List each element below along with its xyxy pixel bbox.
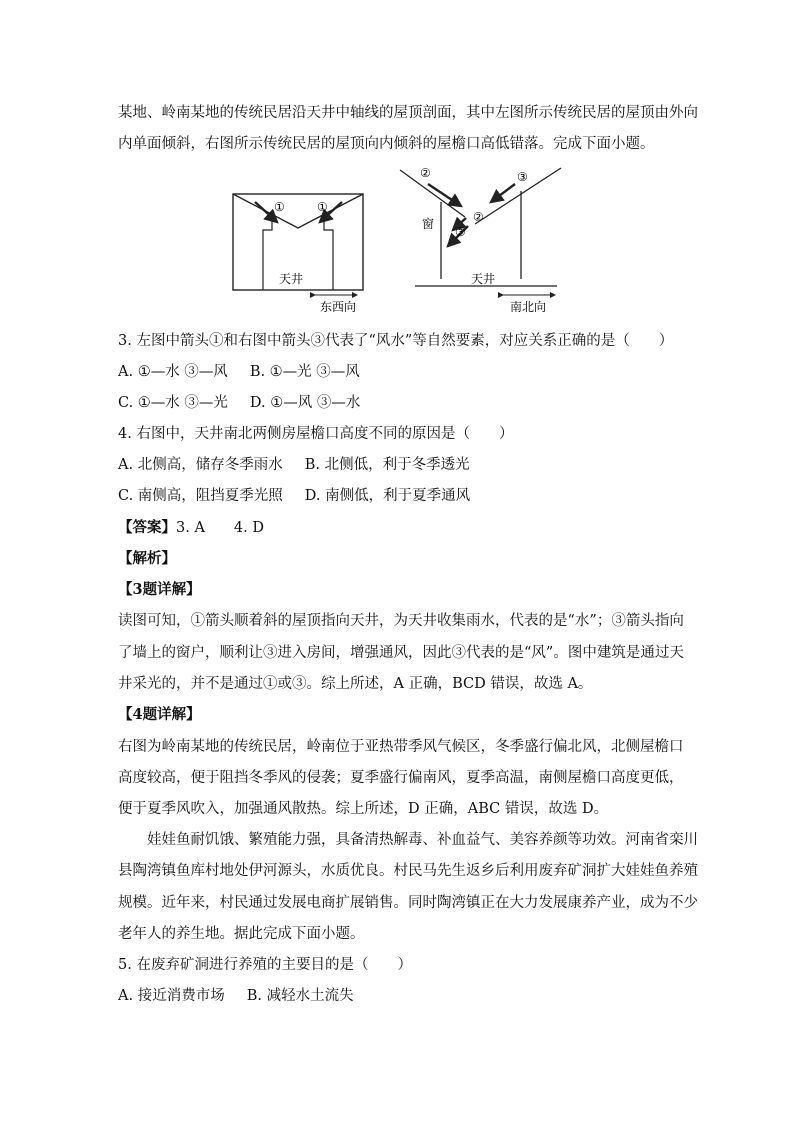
passage2-line-1: 娃娃鱼耐饥饿、繁殖能力强，具备清热解毒、补血益气、美容养颜等功效。河南省栾川 xyxy=(147,832,698,848)
q4-option-c: C. 南侧高，阻挡夏季光照 xyxy=(118,488,283,504)
detail4-line-3: 便于夏季风吹入，加强通风散热。综上所述，D 正确，ABC 错误，故选 D。 xyxy=(118,801,609,817)
q3-options-row-2 xyxy=(118,393,360,413)
intro-line-1: 某地、岭南某地的传统民居沿天井中轴线的屋顶剖面，其中左图所示传统民居的屋顶由外向 xyxy=(118,105,698,121)
arrow-3b-label: ③ xyxy=(455,225,466,239)
q3-option-a: A. ①—水 ③—风 xyxy=(118,364,228,380)
q4-option-b: B. 北侧低，利于冬季透光 xyxy=(304,457,470,473)
passage2-line-3: 规模。近年来，村民通过发展电商扩展销售。同时陶湾镇正在大力发展康养产业，成为不少 xyxy=(118,895,698,911)
q4-options-row-1 xyxy=(118,455,470,475)
arrow-2a-label: ② xyxy=(420,166,431,180)
window-label: 窗 xyxy=(422,217,435,231)
left-arrow-1-label: ① xyxy=(274,200,285,214)
q3-stem: 3. 左图中箭头①和右图中箭头③代表了“风水”等自然要素，对应关系正确的是（ ） xyxy=(118,333,674,349)
right-arrow-1-label: ① xyxy=(317,200,328,214)
q4-options-row-2 xyxy=(118,486,470,506)
arrow-3a-label: ③ xyxy=(517,170,528,184)
q3-option-c: C. ①—水 ③—光 xyxy=(118,395,228,411)
q5-option-a: A. 接近消费市场 xyxy=(118,988,225,1004)
q5-options-row-1 xyxy=(118,986,354,1006)
detail3-label: 【3题详解】 xyxy=(118,581,201,598)
q4-option-d: D. 南侧低，利于夏季通风 xyxy=(304,488,471,504)
q5-stem: 5. 在废弃矿洞进行养殖的主要目的是（ ） xyxy=(118,957,412,973)
q4-option-a: A. 北侧高，储存冬季雨水 xyxy=(118,457,283,473)
arrow-2b-label: ② xyxy=(473,210,484,224)
detail4-line-1: 右图为岭南某地的传统民居，岭南位于亚热带季风气候区，冬季盛行偏北风，北侧屋檐口 xyxy=(118,739,684,755)
left-diagram xyxy=(233,194,363,314)
left-east-wall xyxy=(324,220,333,290)
q5-option-b: B. 减轻水土流失 xyxy=(246,988,354,1004)
q3-option-d: D. ①—风 ③—水 xyxy=(249,395,361,411)
north-roof xyxy=(400,170,465,217)
answer-line xyxy=(118,518,264,538)
north-south-label: 南北向 xyxy=(510,300,547,314)
right-courtyard-label: 天井 xyxy=(471,272,496,286)
q4-stem: 4. 右图中，天井南北两侧房屋檐口高度不同的原因是（ ） xyxy=(118,426,514,442)
roof-section-diagram xyxy=(225,164,570,316)
right-diagram xyxy=(400,166,561,314)
detail3-line-3: 井采光的，并不是通过①或③。综上所述，A 正确，BCD 错误，故选 A。 xyxy=(118,676,593,692)
detail3-line-1: 读图可知，①箭头顺着斜的屋顶指向天井，为天井收集雨水，代表的是“水”；③箭头指向 xyxy=(118,613,684,629)
left-west-wall xyxy=(263,220,272,290)
analysis-label: 【解析】 xyxy=(118,550,176,567)
detail4-label: 【4题详解】 xyxy=(118,706,201,723)
detail4-line-2: 高度较高，便于阻挡冬季风的侵袭；夏季盛行偏南风，夏季高温，南侧屋檐口高度更低， xyxy=(118,770,684,786)
q3-options-row-1 xyxy=(118,362,360,382)
intro-line-2: 内单面倾斜，右图所示传统民居的屋顶向内倾斜的屋檐口高低错落。完成下面小题。 xyxy=(118,136,655,152)
q3-option-b: B. ①—光 ③—风 xyxy=(249,364,360,380)
answer-label: 【答案】 xyxy=(118,519,176,536)
left-roof xyxy=(233,194,363,228)
east-west-label: 东西向 xyxy=(320,300,357,314)
passage2-line-2: 县陶湾镇鱼库村地处伊河源头，水质优良。村民马先生返乡后利用废弃矿洞扩大娃娃鱼养殖 xyxy=(118,863,698,879)
left-courtyard-label: 天井 xyxy=(279,272,304,286)
arrow-3-south-icon xyxy=(491,184,515,202)
passage2-line-4: 老年人的养生地。据此完成下面小题。 xyxy=(118,926,365,942)
answer-text: 3. A 4. D xyxy=(176,520,264,536)
detail3-line-2: 了墙上的窗户，顺利让③进入房间，增强通风，因此③代表的是“风”。图中建筑是通过天 xyxy=(118,645,684,661)
